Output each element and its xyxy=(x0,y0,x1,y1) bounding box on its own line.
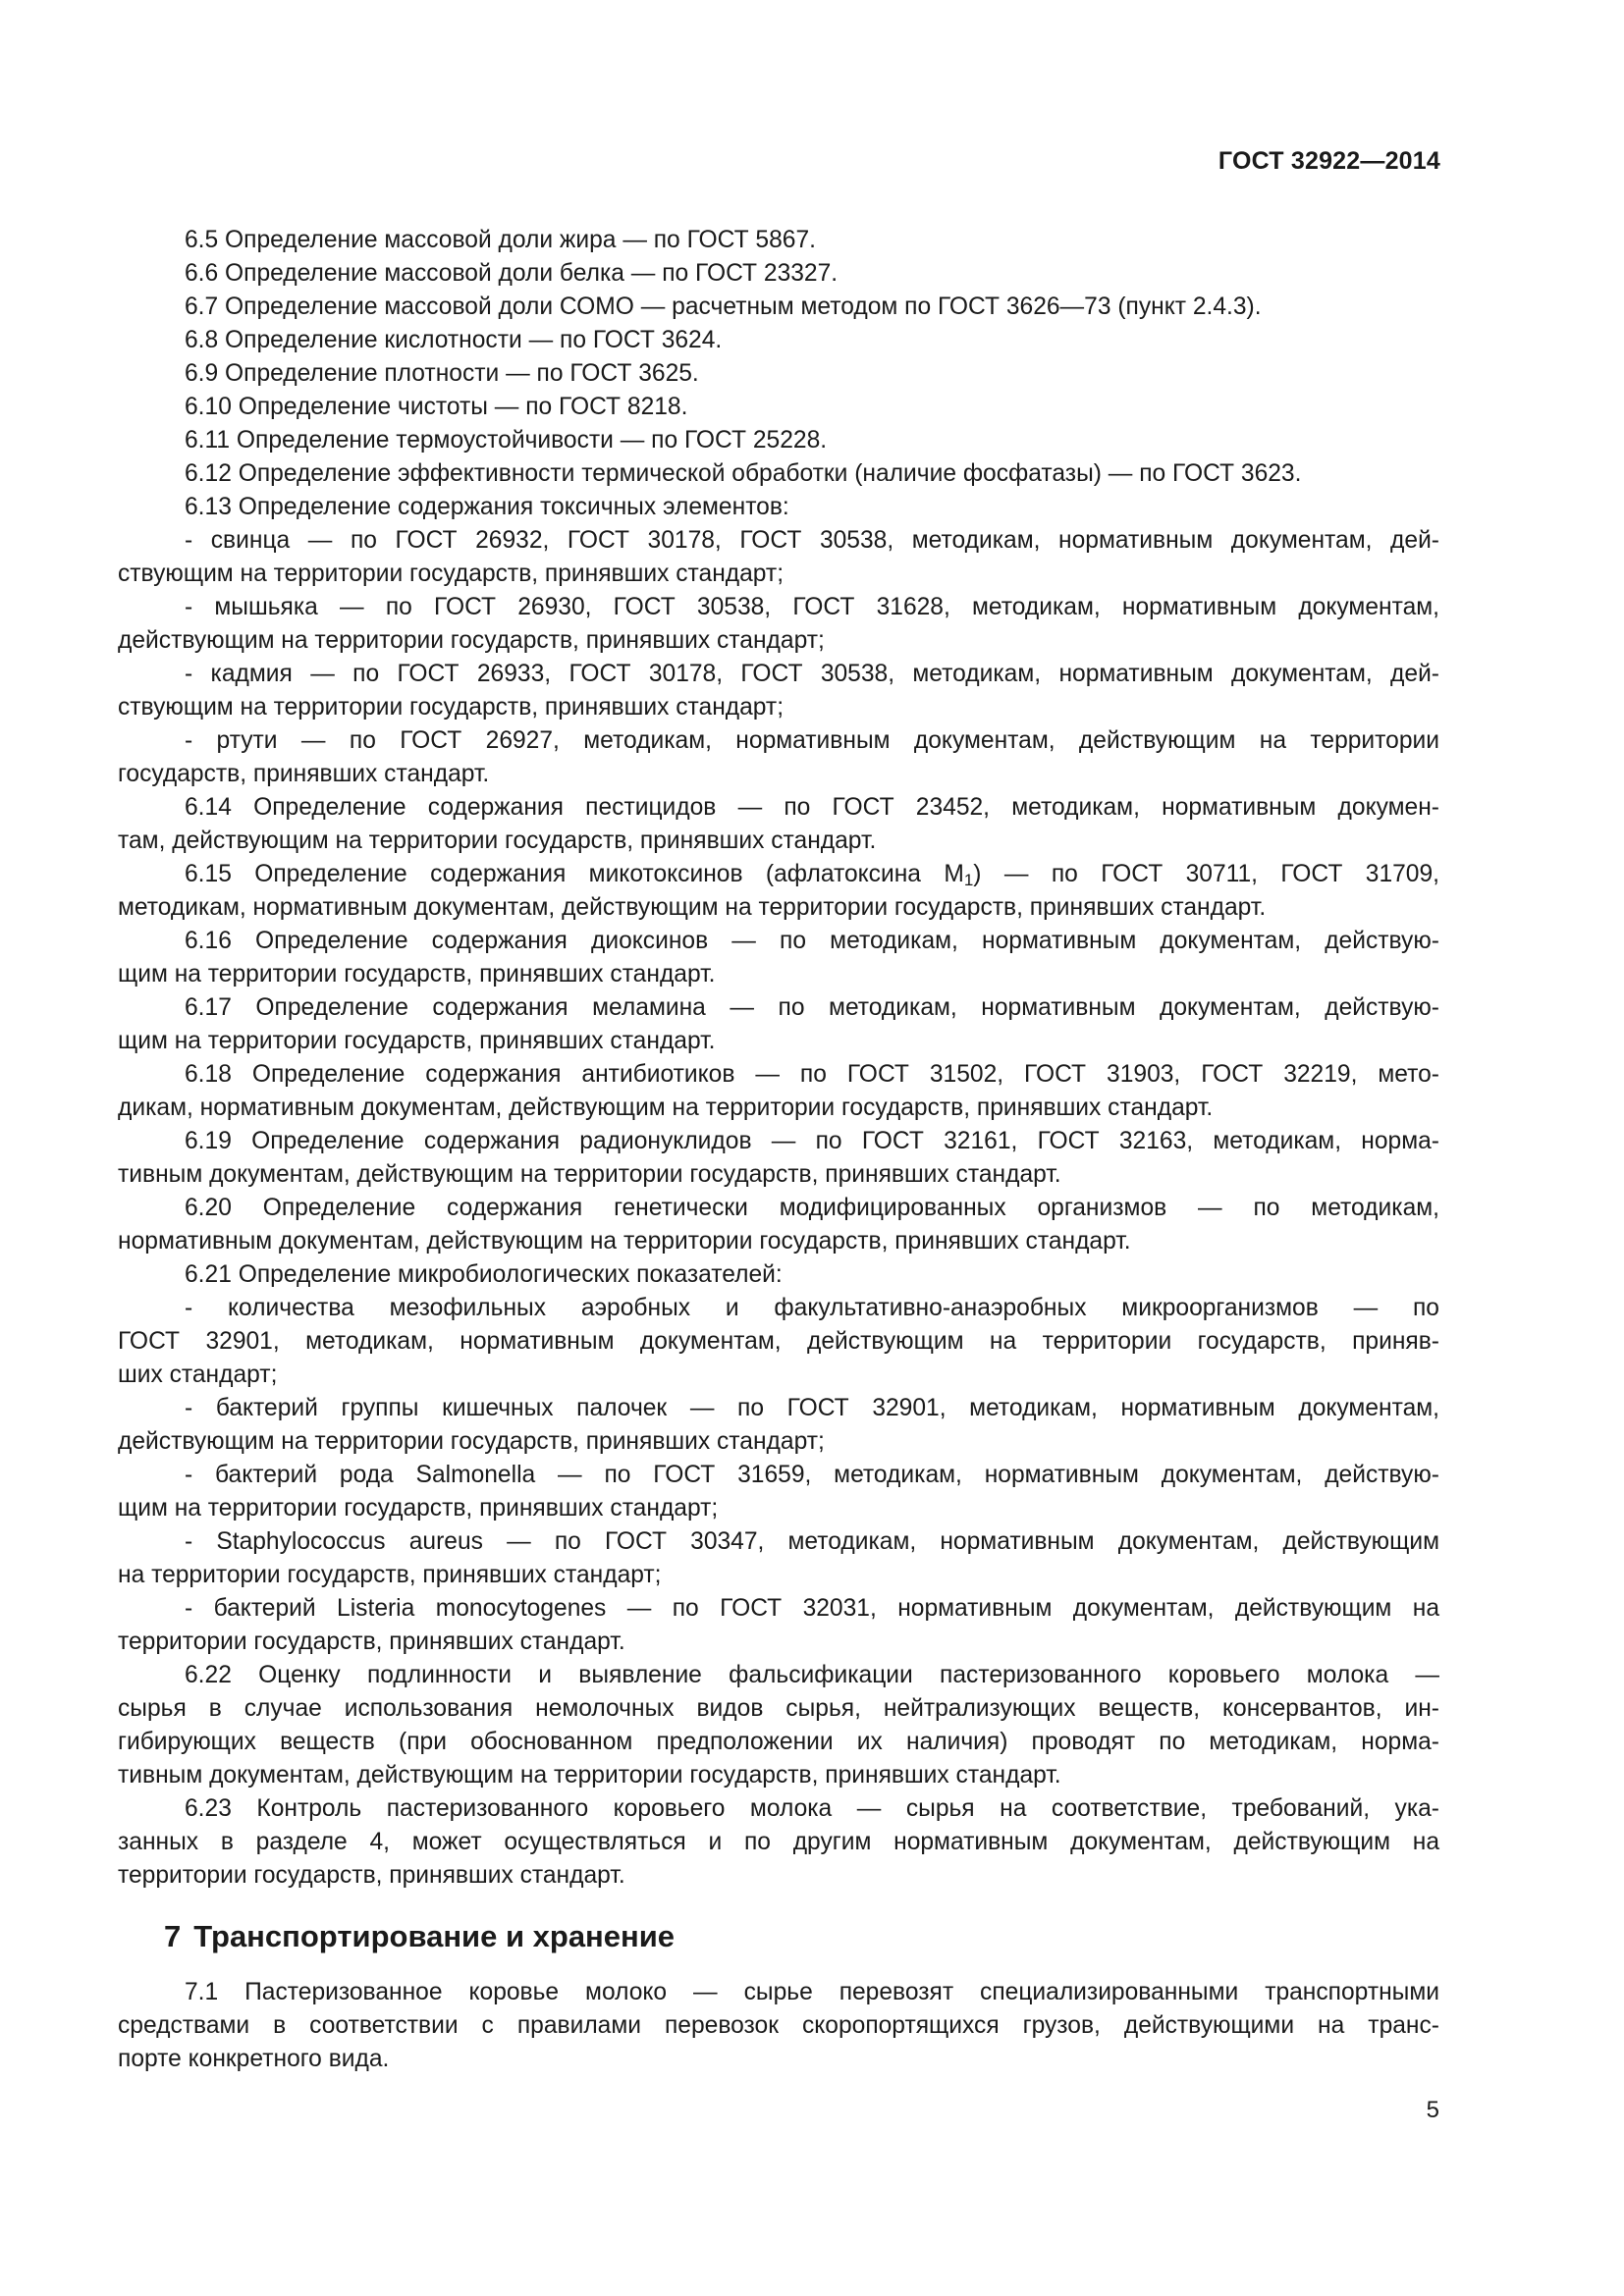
clause-6-18-line-1: 6.18 Определение содержания антибиотиков — по ГОСТ 31502, ГОСТ 31903, ГОСТ 32219, мето- xyxy=(185,1061,1439,1088)
list-item-listeria-line-2: территории государств, принявших стандарт. xyxy=(118,1629,625,1655)
clause-6-6: 6.6 Определение массовой доли белка — по ГОСТ 23327. xyxy=(185,260,839,287)
list-item-arsenic-line-2: действующим на территории государств, принявших стандарт; xyxy=(118,627,825,654)
list-item-salmonella-line-1: - бактерий рода Salmonella — по ГОСТ 31659, методикам, нормативным документам, действую- xyxy=(185,1462,1439,1488)
document-code-header: ГОСТ 32922—2014 xyxy=(1218,147,1440,175)
clause-6-5: 6.5 Определение массовой доли жира — по ГОСТ 5867. xyxy=(185,227,816,253)
list-item-mafanm-line-3: ших стандарт; xyxy=(118,1362,278,1388)
clause-6-21: 6.21 Определение микробиологических показателей: xyxy=(185,1261,783,1288)
clause-6-12: 6.12 Определение эффективности термической обработки (наличие фосфатазы) — по ГОСТ 3623. xyxy=(185,460,1302,487)
list-item-lead-line-1: - свинца — по ГОСТ 26932, ГОСТ 30178, ГОСТ 30538, методикам, нормативным документам, дей- xyxy=(185,527,1439,554)
clause-7-1-line-3: порте конкретного вида. xyxy=(118,2046,390,2072)
clause-6-18-line-2: дикам, нормативным документам, действующим на территории государств, принявших стандарт. xyxy=(118,1095,1214,1121)
clause-6-8: 6.8 Определение кислотности — по ГОСТ 3624. xyxy=(185,327,723,353)
section-7-title: Транспортирование и хранение xyxy=(193,1919,676,1953)
clause-6-15-line-2: методикам, нормативным документам, действующим на территории государств, принявших стандарт. xyxy=(118,894,1267,921)
clause-6-16-line-1: 6.16 Определение содержания диоксинов — по методикам, нормативным документам, действую- xyxy=(185,928,1439,954)
list-item-mafanm-line-1: - количества мезофильных аэробных и факультативно-анаэробных микроорганизмов — по xyxy=(185,1295,1439,1321)
list-item-arsenic-line-1: - мышьяка — по ГОСТ 26930, ГОСТ 30538, ГОСТ 31628, методикам, нормативным документам, xyxy=(185,594,1439,620)
clause-7-1-line-1: 7.1 Пастеризованное коровье молоко — сырье перевозят специализированными транспортными xyxy=(185,1979,1439,2005)
clause-6-22-line-1: 6.22 Оценку подлинности и выявление фальсификации пастеризованного коровьего молока — xyxy=(185,1662,1439,1688)
clause-6-23-line-2: занных в разделе 4, может осуществляться и по другим нормативным документам, действующим на xyxy=(118,1829,1439,1855)
list-item-cadmium-line-1: - кадмия — по ГОСТ 26933, ГОСТ 30178, ГОСТ 30538, методикам, нормативным документам, дей- xyxy=(185,661,1439,687)
clause-6-15-text-b: ) — по ГОСТ 30711, ГОСТ 31709, xyxy=(973,861,1439,887)
clause-6-19-line-1: 6.19 Определение содержания радионуклидов — по ГОСТ 32161, ГОСТ 32163, методикам, норма- xyxy=(185,1128,1439,1154)
clause-6-15-text-a: 6.15 Определение содержания микотоксинов (афлатоксина М xyxy=(185,861,964,887)
document-body xyxy=(118,224,1439,2076)
clause-6-13: 6.13 Определение содержания токсичных элементов: xyxy=(185,494,789,520)
clause-6-19-line-2: тивным документам, действующим на территории государств, принявших стандарт. xyxy=(118,1161,1061,1188)
list-item-staphylococcus-line-1: - Staphylococcus aureus — по ГОСТ 30347, методикам, нормативным документам, действующим xyxy=(185,1528,1439,1555)
clause-6-22-line-3: гибирующих веществ (при обоснованном предположении их наличия) проводят по методикам, норма- xyxy=(118,1729,1439,1755)
clause-7-1-line-2: средствами в соответствии с правилами перевозок скоропортящихся грузов, действующими на транс- xyxy=(118,2012,1439,2039)
list-item-lead-line-2: ствующим на территории государств, принявших стандарт; xyxy=(118,561,785,587)
clause-6-14-line-1: 6.14 Определение содержания пестицидов — по ГОСТ 23452, методикам, нормативным докумен- xyxy=(185,794,1439,821)
clause-6-7: 6.7 Определение массовой доли СОМО — расчетным методом по ГОСТ 3626—73 (пункт 2.4.3). xyxy=(185,294,1262,320)
page-number: 5 xyxy=(1426,2097,1439,2123)
clause-6-22-line-2: сырья в случае использования немолочных видов сырья, нейтрализующих веществ, консервантов, ин- xyxy=(118,1695,1439,1722)
clause-6-23-line-3: территории государств, принявших стандарт. xyxy=(118,1862,625,1889)
list-item-mafanm-line-2: ГОСТ 32901, методикам, нормативным документам, действующим на территории государств, приняв- xyxy=(118,1328,1439,1355)
list-item-staphylococcus-line-2: на территории государств, принявших стандарт; xyxy=(118,1562,662,1588)
clause-6-17-line-1: 6.17 Определение содержания меламина — по методикам, нормативным документам, действую- xyxy=(185,994,1439,1021)
clause-6-9: 6.9 Определение плотности — по ГОСТ 3625. xyxy=(185,360,699,387)
list-item-coli-line-1: - бактерий группы кишечных палочек — по ГОСТ 32901, методикам, нормативным документам, xyxy=(185,1395,1439,1421)
clause-6-17-line-2: щим на территории государств, принявших стандарт. xyxy=(118,1028,716,1054)
section-spacer xyxy=(118,1893,1439,1917)
clause-6-22-line-4: тивным документам, действующим на территории государств, принявших стандарт. xyxy=(118,1762,1061,1789)
section-7-heading xyxy=(118,1917,1439,1956)
clause-6-20-line-2: нормативным документам, действующим на территории государств, принявших стандарт. xyxy=(118,1228,1131,1255)
list-item-mercury-line-1: - ртути — по ГОСТ 26927, методикам, нормативным документам, действующим на территории xyxy=(185,727,1439,754)
list-item-salmonella-line-2: щим на территории государств, принявших стандарт; xyxy=(118,1495,719,1522)
clause-6-15-line-1 xyxy=(118,858,1439,891)
clause-6-11: 6.11 Определение термоустойчивости — по ГОСТ 25228. xyxy=(185,427,828,454)
clause-6-23-line-1: 6.23 Контроль пастеризованного коровьего молока — сырья на соответствие, требований, ука- xyxy=(185,1795,1439,1822)
clause-6-14-line-2: там, действующим на территории государств, принявших стандарт. xyxy=(118,828,877,854)
list-item-coli-line-2: действующим на территории государств, принявших стандарт; xyxy=(118,1428,825,1455)
clause-6-16-line-2: щим на территории государств, принявших стандарт. xyxy=(118,961,716,988)
subscript-1: 1 xyxy=(963,871,974,889)
clause-6-20-line-1: 6.20 Определение содержания генетически модифицированных организмов — по методикам, xyxy=(185,1195,1439,1221)
list-item-mercury-line-2: государств, принявших стандарт. xyxy=(118,761,490,787)
list-item-listeria-line-1: - бактерий Listeria monocytogenes — по ГОСТ 32031, нормативным документам, действующим на xyxy=(185,1595,1439,1622)
clause-6-10: 6.10 Определение чистоты — по ГОСТ 8218. xyxy=(185,394,688,420)
section-7-number: 7 xyxy=(164,1919,182,1953)
list-item-cadmium-line-2: ствующим на территории государств, принявших стандарт; xyxy=(118,694,785,721)
